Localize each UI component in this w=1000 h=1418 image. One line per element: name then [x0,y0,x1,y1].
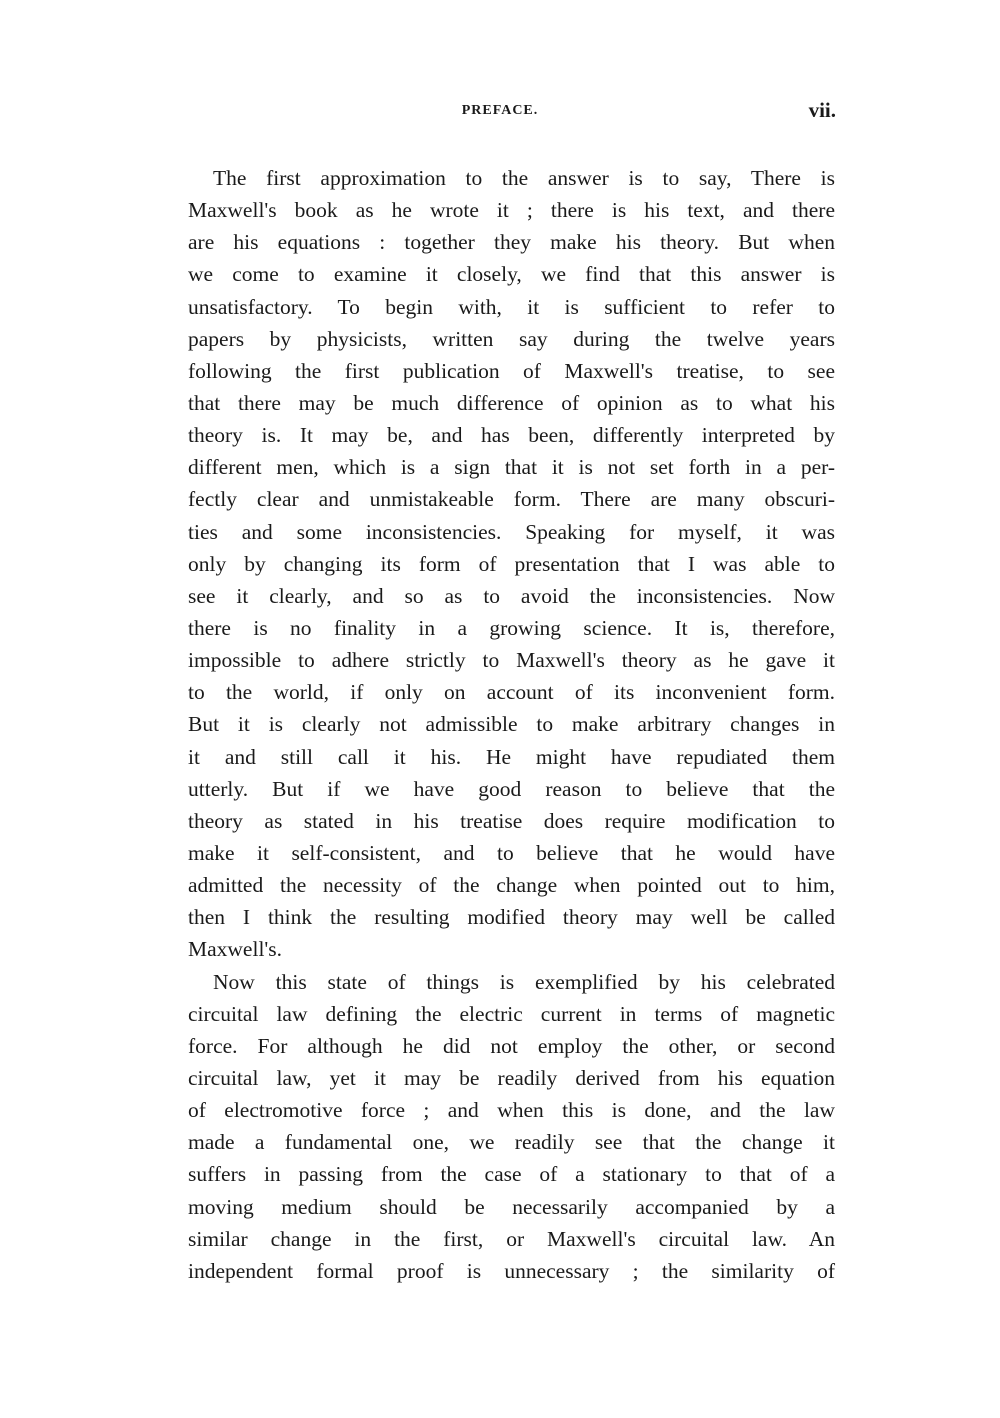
text-line: we come to examine it closely, we find that this answer is [188,262,835,287]
text-line: impossible to adhere strictly to Maxwell's theory as he gave it [188,648,835,673]
text-line: different men, which is a sign that it is not set forth in a per- [188,455,835,480]
text-line: Maxwell's. [188,937,283,962]
text-line: see it clearly, and so as to avoid the inconsistencies. Now [188,583,835,608]
text-line: ties and some inconsistencies. Speaking for myself, it was [188,519,835,544]
text-line: it and still call it his. He might have repudiated them [188,744,835,769]
text-line: papers by physicists, written say during the twelve years [188,326,835,351]
text-line: are his equations : together they make his theory. But when [188,230,835,255]
text-line: unsatisfactory. To begin with, it is sufficient to refer to [188,294,835,319]
body-text [188,162,835,1287]
text-line: But it is clearly not admissible to make arbitrary changes in [188,712,835,737]
text-line: suffers in passing from the case of a stationary to that of a [188,1162,835,1187]
text-line: admitted the necessity of the change when pointed out to him, [188,873,835,898]
text-line: circuital law defining the electric current in terms of magnetic [188,1001,835,1026]
text-line: independent formal proof is unnecessary ; the similarity of [188,1258,835,1283]
text-line: utterly. But if we have good reason to believe that the [188,776,835,801]
text-line: there is no finality in a growing science. It is, therefore, [188,615,835,640]
text-line: theory is. It may be, and has been, differently interpreted by [188,423,835,448]
text-line: force. For although he did not employ the other, or second [188,1033,835,1058]
text-line: to the world, if only on account of its inconvenient form. [188,680,835,705]
text-line: Now this state of things is exemplified by his celebrated [213,969,835,994]
text-line: fectly clear and unmistakeable form. There are many obscuri- [188,487,835,512]
text-line: circuital law, yet it may be readily derived from his equation [188,1065,835,1090]
text-line: that there may be much difference of opinion as to what his [188,390,835,415]
text-line: similar change in the first, or Maxwell's circuital law. An [188,1226,835,1251]
text-line: then I think the resulting modified theory may well be called [188,905,835,930]
text-line: moving medium should be necessarily accompanied by a [188,1194,835,1219]
text-line: made a fundamental one, we readily see that the change it [188,1130,835,1155]
text-line: The first approximation to the answer is to say, There is [213,166,835,190]
text-line: only by changing its form of presentation that I was able to [188,551,835,576]
text-line: following the first publication of Maxwell's treatise, to see [188,358,835,383]
running-header: PREFACE. [461,103,539,118]
text-line: make it self-consistent, and to believe that he would have [188,840,835,865]
page-number: vii. [808,98,836,122]
text-line: Maxwell's book as he wrote it ; there is his text, and there [188,198,835,223]
text-line: theory as stated in his treatise does require modification to [188,808,835,833]
text-line: of electromotive force ; and when this is done, and the law [188,1098,835,1123]
